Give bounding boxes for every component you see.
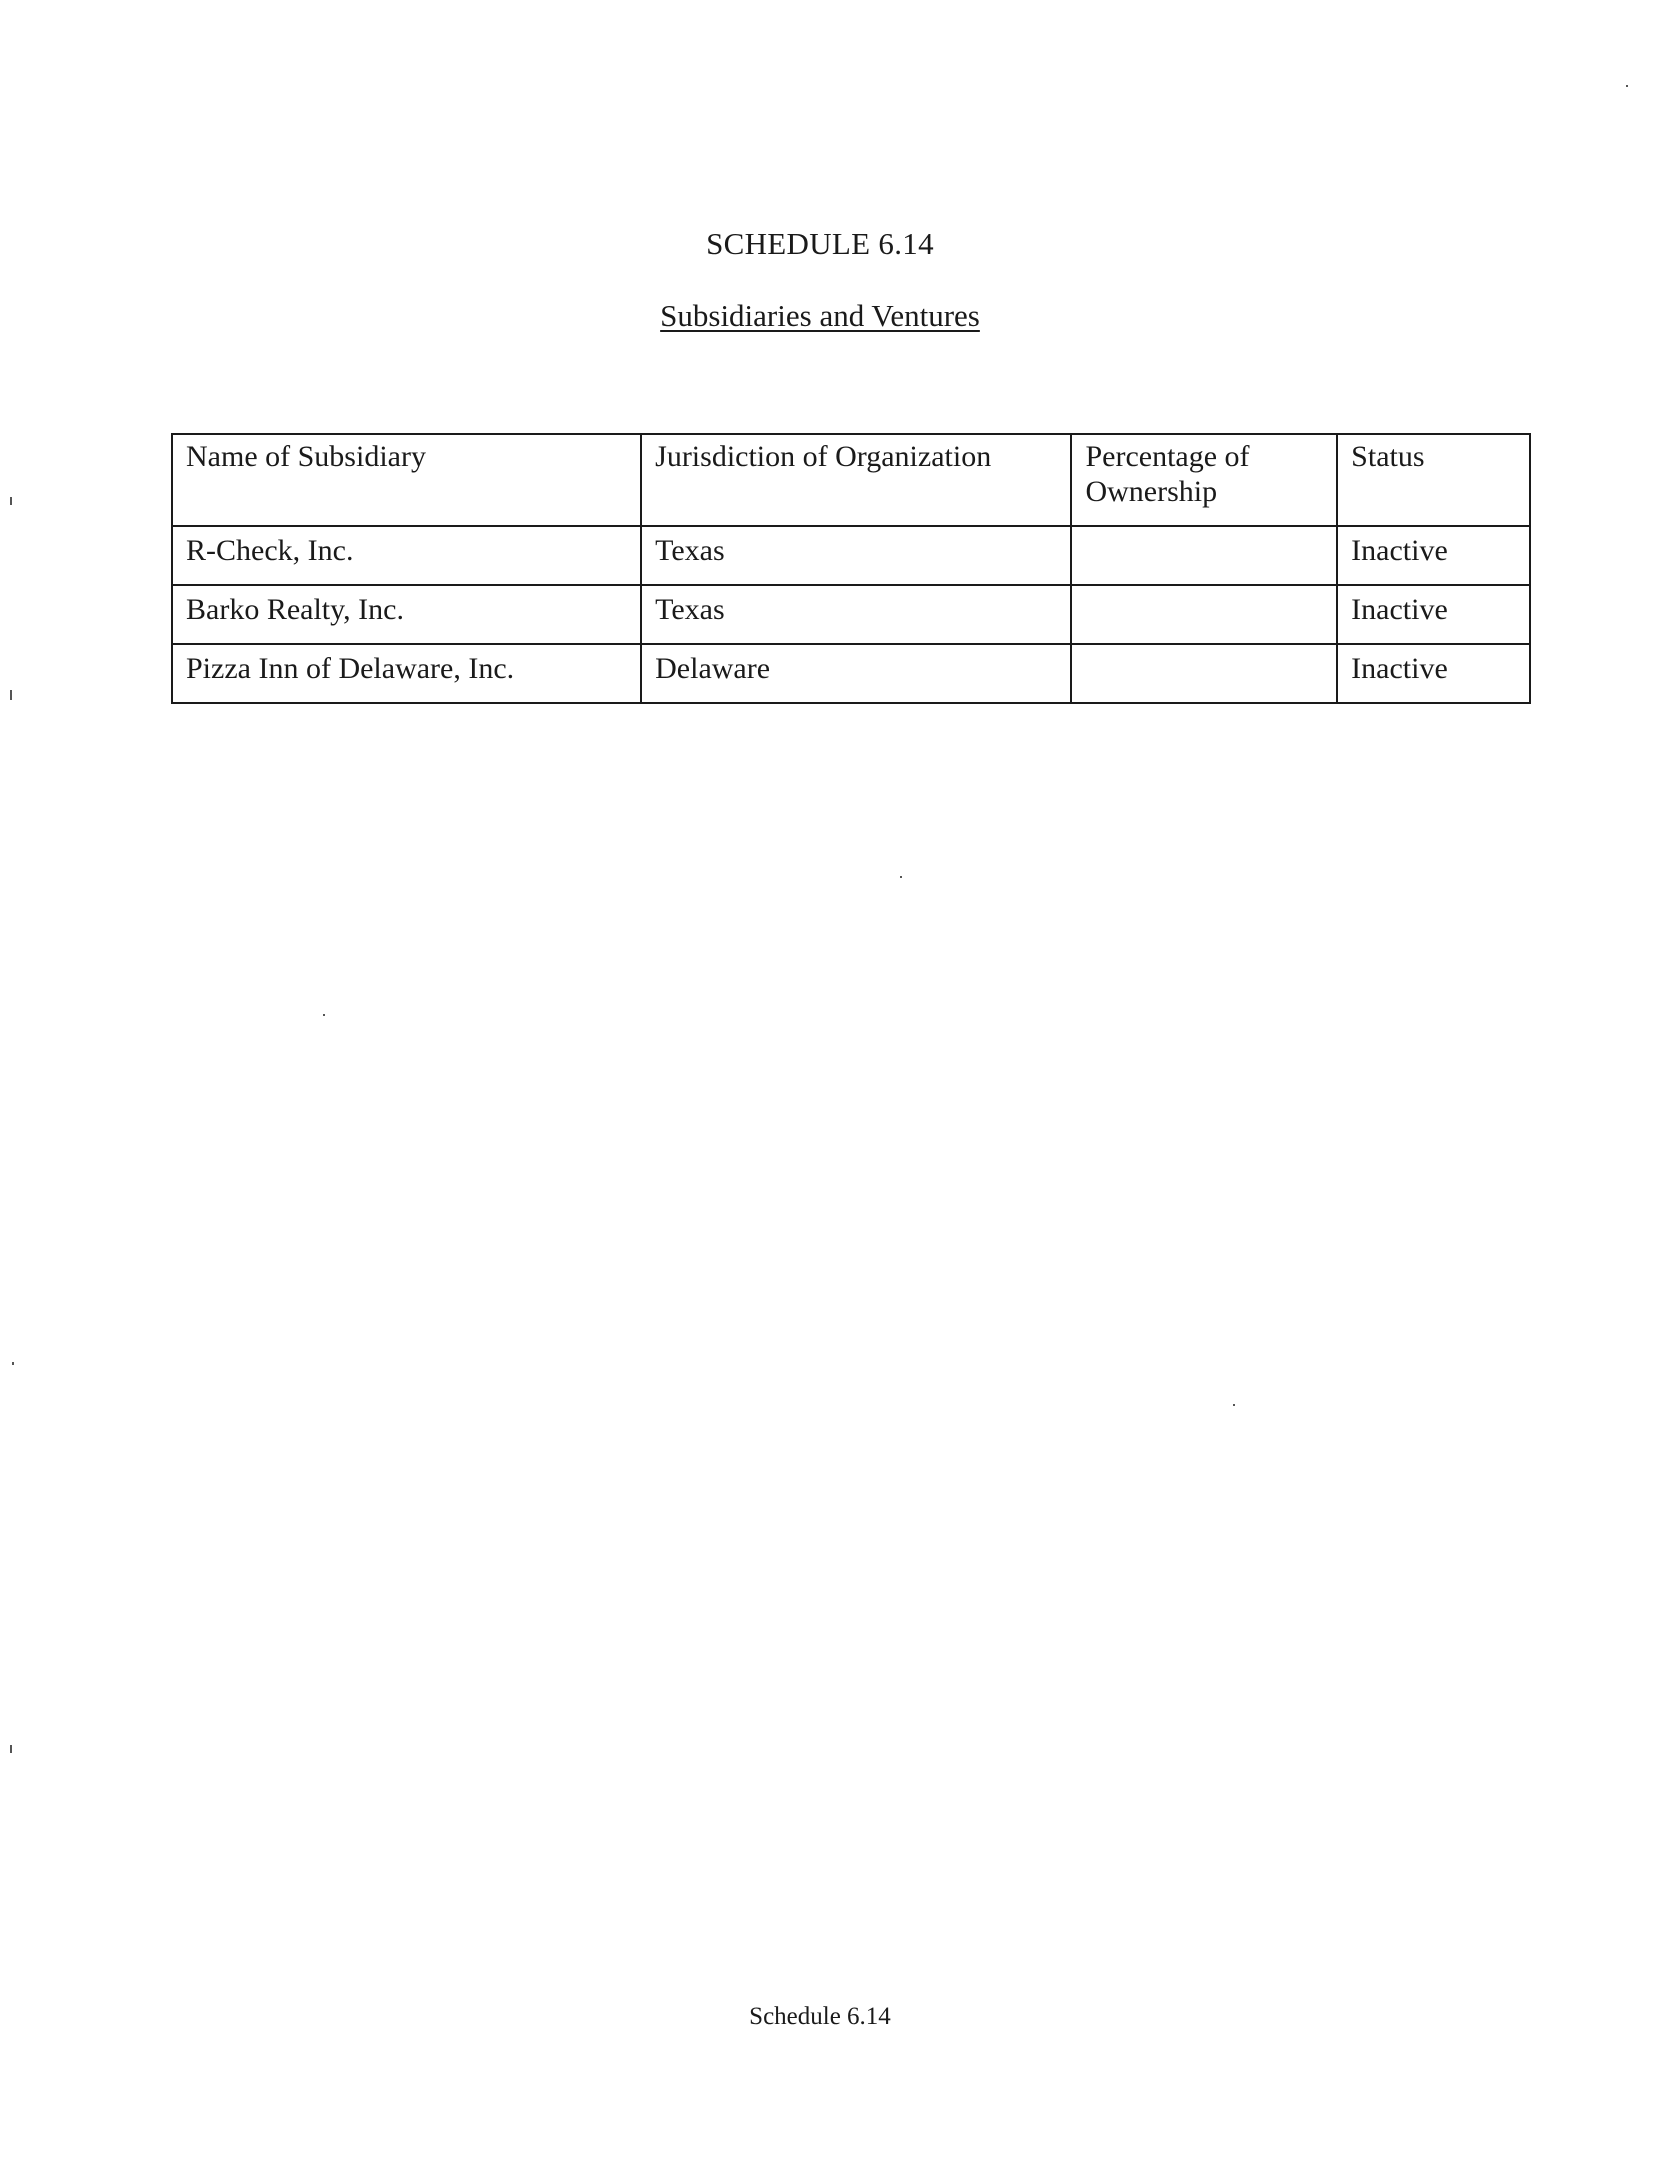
- cell-subsidiary-name: Barko Realty, Inc.: [172, 585, 641, 644]
- scan-mark: [10, 497, 12, 505]
- column-header-percentage: Percentage of Ownership: [1071, 434, 1337, 526]
- scan-mark: [323, 1014, 325, 1016]
- cell-percentage: [1071, 526, 1337, 585]
- column-header-jurisdiction: Jurisdiction of Organization: [641, 434, 1071, 526]
- scan-mark: [1233, 1404, 1235, 1406]
- page-title: SCHEDULE 6.14: [706, 226, 934, 261]
- page-subtitle: [0, 298, 1640, 334]
- scan-mark: [10, 1745, 12, 1753]
- cell-status: Inactive: [1337, 644, 1530, 703]
- cell-jurisdiction: Texas: [641, 585, 1071, 644]
- cell-subsidiary-name: R-Check, Inc.: [172, 526, 641, 585]
- cell-status: Inactive: [1337, 526, 1530, 585]
- cell-jurisdiction: Texas: [641, 526, 1071, 585]
- subsidiaries-table: [171, 433, 1531, 704]
- table-header-row: [172, 434, 1530, 526]
- cell-status: Inactive: [1337, 585, 1530, 644]
- scan-mark: [1626, 85, 1628, 87]
- scan-mark: [12, 1362, 14, 1365]
- table-row: [172, 585, 1530, 644]
- cell-subsidiary-name: Pizza Inn of Delaware, Inc.: [172, 644, 641, 703]
- scan-mark: [900, 876, 902, 878]
- page-footer: Schedule 6.14: [749, 2003, 891, 2030]
- subtitle-text: Subsidiaries and Ventures: [660, 298, 980, 333]
- scan-mark: [10, 690, 12, 700]
- column-header-name: Name of Subsidiary: [172, 434, 641, 526]
- cell-percentage: [1071, 644, 1337, 703]
- column-header-status: Status: [1337, 434, 1530, 526]
- table-row: [172, 526, 1530, 585]
- cell-percentage: [1071, 585, 1337, 644]
- table-row: [172, 644, 1530, 703]
- cell-jurisdiction: Delaware: [641, 644, 1071, 703]
